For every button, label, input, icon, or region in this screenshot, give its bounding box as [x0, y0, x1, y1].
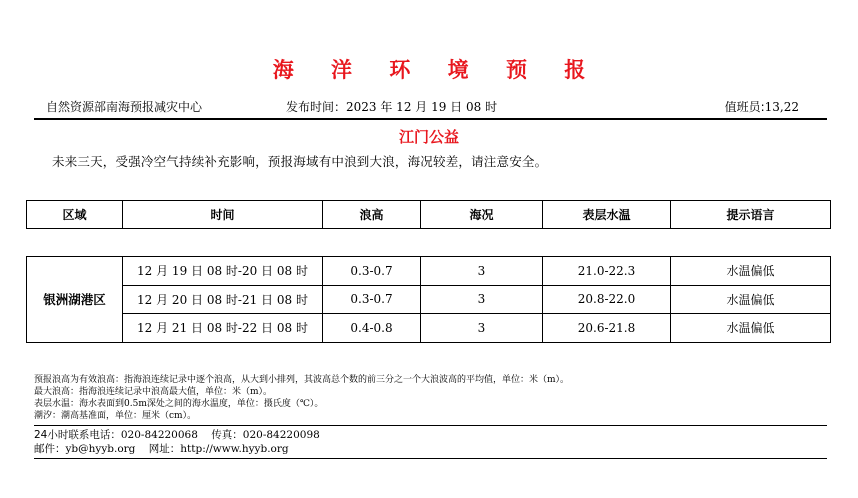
tip-cell: 水温偏低: [671, 314, 831, 343]
temp-cell: 21.0-22.3: [543, 257, 671, 286]
notes-divider: [34, 425, 827, 426]
temp-cell: 20.6-21.8: [543, 314, 671, 343]
notes-section: [34, 374, 827, 422]
footer-divider: [34, 458, 827, 459]
note-surface-temp: 表层水温：海水表面到0.5m深处之间的海水温度，单位：摄氏度（℃）。: [34, 399, 324, 409]
email-label: 邮件：: [34, 443, 66, 455]
header-wave-height: 浪高: [323, 201, 421, 229]
duty-officer-value: 13,22: [764, 100, 799, 114]
tip-cell: 水温偏低: [671, 285, 831, 314]
note-wave-height: 预报浪高为有效浪高：指海浪连续记录中逐个浪高，从大到小排列，其波高总个数的前三分之一个大浪波高的平均值，单位：米（m）。: [34, 375, 570, 385]
table-row: [27, 314, 831, 343]
forecast-summary: 未来三天，受强冷空气持续补充影响，预报海域有中浪到大浪，海况较差，请注意安全。: [52, 154, 548, 169]
time-cell: 12 月 21 日 08 时-22 日 08 时: [123, 314, 323, 343]
website-link[interactable]: http://www.hyyb.org: [180, 443, 289, 455]
header-tip: 提示语言: [671, 201, 831, 229]
forecast-table: [26, 256, 831, 343]
time-cell: 12 月 20 日 08 时-21 日 08 时: [123, 285, 323, 314]
publish-time-value: 2023 年 12 月 19 日 08 时: [346, 100, 498, 114]
header-time: 时间: [123, 201, 323, 229]
header-surface-temp: 表层水温: [543, 201, 671, 229]
duty-officer: [725, 98, 799, 116]
publish-time-label: 发布时间：: [286, 100, 347, 114]
header-region: 区域: [27, 201, 123, 229]
wave-cell: 0.4-0.8: [323, 314, 421, 343]
hotline-value: 020-84220068: [120, 429, 198, 441]
note-tide: 潮汐：潮高基准面，单位：厘米（cm）。: [34, 411, 197, 421]
wave-cell: 0.3-0.7: [323, 285, 421, 314]
duty-officer-label: 值班员:: [724, 100, 765, 114]
region-cell: 银洲湖港区: [27, 257, 123, 343]
sea-state-cell: 3: [421, 285, 543, 314]
sea-state-cell: 3: [421, 314, 543, 343]
table-row: [27, 257, 831, 286]
table-row: [27, 285, 831, 314]
issuing-org: 自然资源部南海预报减灾中心: [46, 100, 203, 114]
sea-state-cell: 3: [421, 257, 543, 286]
table-header: [26, 200, 831, 229]
contact-web-row: [34, 443, 289, 456]
email-link[interactable]: yb@hyyb.org: [65, 443, 136, 455]
note-max-wave: 最大浪高：指海浪连续记录中浪高最大值，单位：米（m）。: [34, 387, 273, 397]
tip-cell: 水温偏低: [671, 257, 831, 286]
area-title: 江门公益: [398, 128, 459, 146]
wave-cell: 0.3-0.7: [323, 257, 421, 286]
fax-value: 020-84220098: [242, 429, 320, 441]
header-row: [34, 98, 827, 116]
time-cell: 12 月 19 日 08 时-20 日 08 时: [123, 257, 323, 286]
hotline-label: 24小时联系电话：: [34, 429, 121, 441]
contact-phone-row: [34, 429, 320, 442]
publish-time: [286, 98, 497, 116]
temp-cell: 20.8-22.0: [543, 285, 671, 314]
header-sea-state: 海况: [421, 201, 543, 229]
fax-label: 传真：: [211, 429, 243, 441]
website-label: 网址：: [148, 443, 181, 455]
document-title: 海 洋 环 境 预 报: [272, 58, 601, 82]
header-divider: [34, 118, 827, 120]
